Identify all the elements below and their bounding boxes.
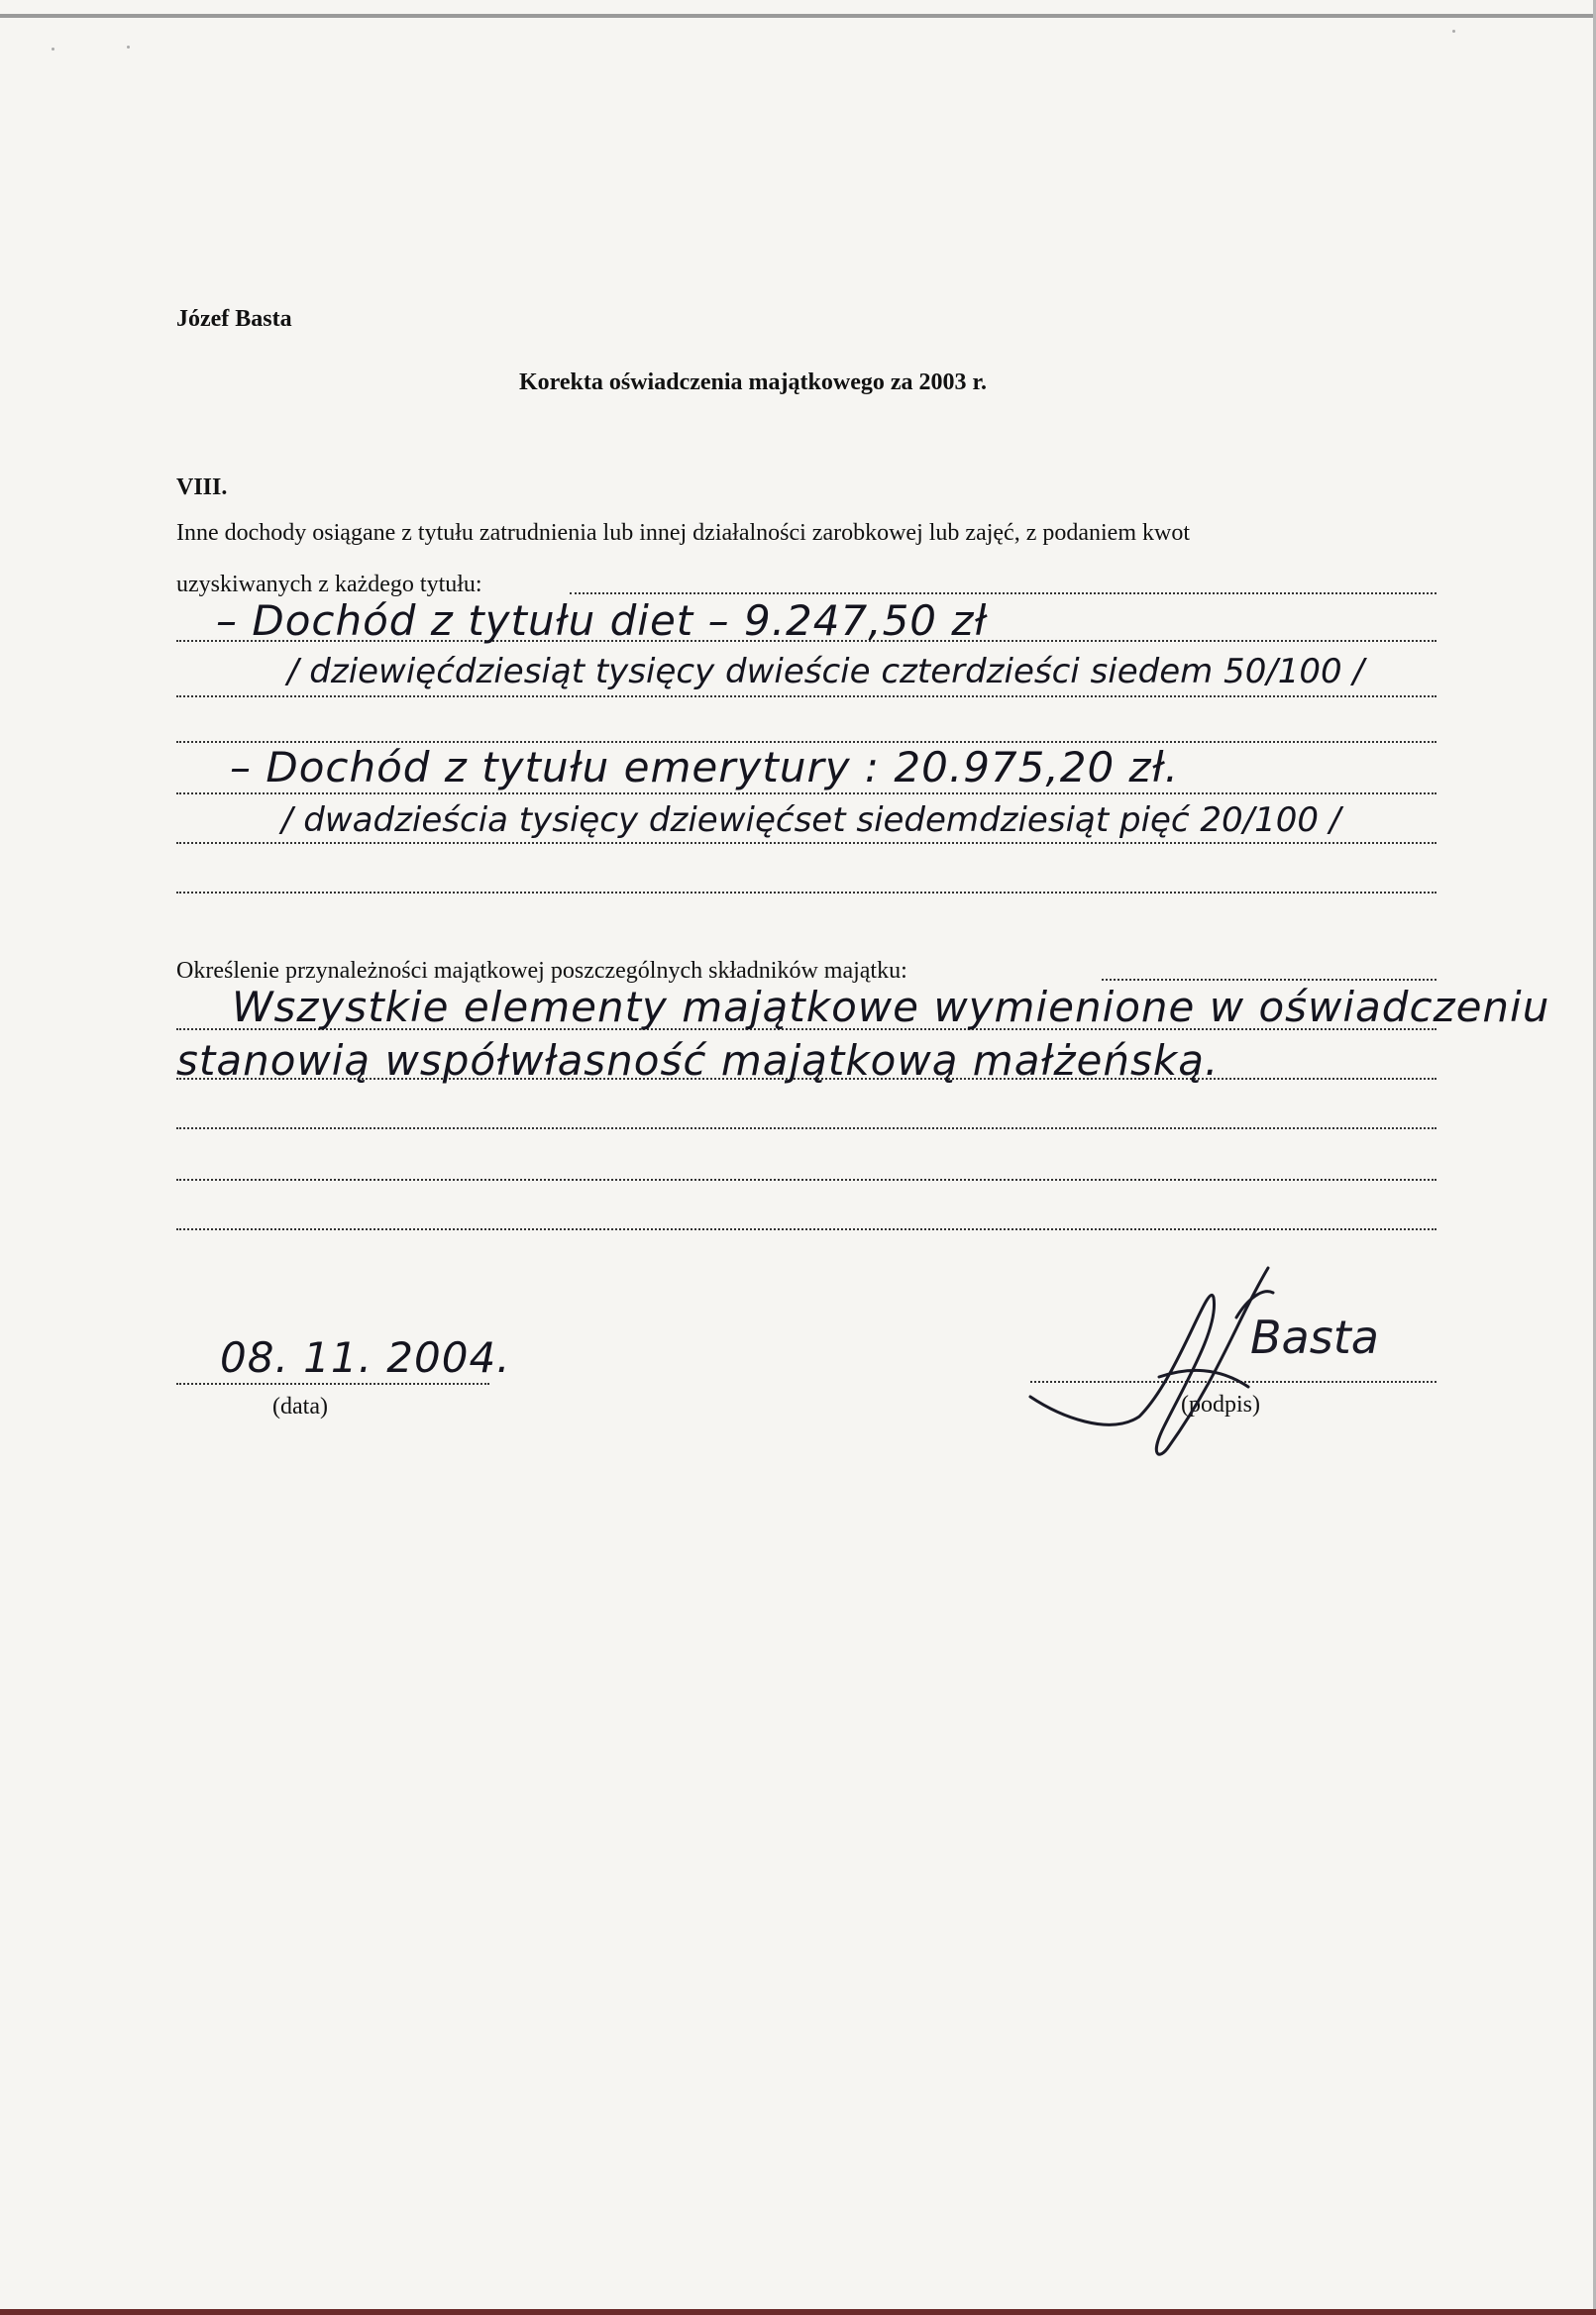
- handwritten-ownership-line2: stanowią współwłasność majątkową małżeńską.: [176, 1036, 1220, 1085]
- dotted-line: [176, 1228, 1436, 1230]
- dotted-line: [176, 792, 1436, 794]
- handwritten-income-pension: – Dochód z tytułu emerytury : 20.975,20 zł.: [230, 743, 1179, 791]
- handwritten-income-diet-words: / dziewięćdziesiąt tysięcy dwieście czterdzieści siedem 50/100 /: [287, 652, 1364, 691]
- author-name: Józef Basta: [176, 306, 292, 332]
- section-intro-line1: Inne dochody osiągane z tytułu zatrudnienia lub innej działalności zarobkowej lub zajęć, z podaniem kwot: [176, 520, 1190, 546]
- handwritten-income-pension-words: / dwadzieścia tysięcy dziewięćset siedemdziesiąt pięć 20/100 /: [281, 800, 1341, 840]
- scan-speck: [127, 46, 130, 49]
- signature-label: (podpis): [1181, 1392, 1260, 1418]
- handwritten-date: 08. 11. 2004.: [220, 1333, 511, 1382]
- dotted-line: [570, 592, 1436, 594]
- dotted-line: [176, 695, 1436, 697]
- signature-scribble: [1020, 1258, 1436, 1476]
- dotted-line: [176, 842, 1436, 844]
- dotted-line: [1102, 979, 1436, 981]
- ownership-label: Określenie przynależności majątkowej poszczególnych składników majątku:: [176, 958, 907, 984]
- dotted-line: [176, 892, 1436, 894]
- signature-text: Basta: [1250, 1311, 1379, 1364]
- scan-speck: [52, 48, 54, 51]
- scan-speck: [1452, 30, 1455, 33]
- date-dotted-line: [176, 1383, 489, 1385]
- section-intro-line2: uzyskiwanych z każdego tytułu:: [176, 572, 482, 597]
- section-number: VIII.: [176, 474, 228, 500]
- handwritten-ownership-line1: Wszystkie elementy majątkowe wymienione w oświadczeniu: [232, 983, 1550, 1031]
- date-label: (data): [272, 1394, 328, 1420]
- dotted-line: [176, 1127, 1436, 1129]
- handwritten-income-diet: – Dochód z tytułu diet – 9.247,50 zł: [216, 596, 988, 645]
- dotted-line: [176, 1179, 1436, 1181]
- page-bottom-edge: [0, 2309, 1596, 2315]
- document-title: Korekta oświadczenia majątkowego za 2003 r.: [519, 369, 987, 395]
- page-top-edge: [0, 14, 1596, 18]
